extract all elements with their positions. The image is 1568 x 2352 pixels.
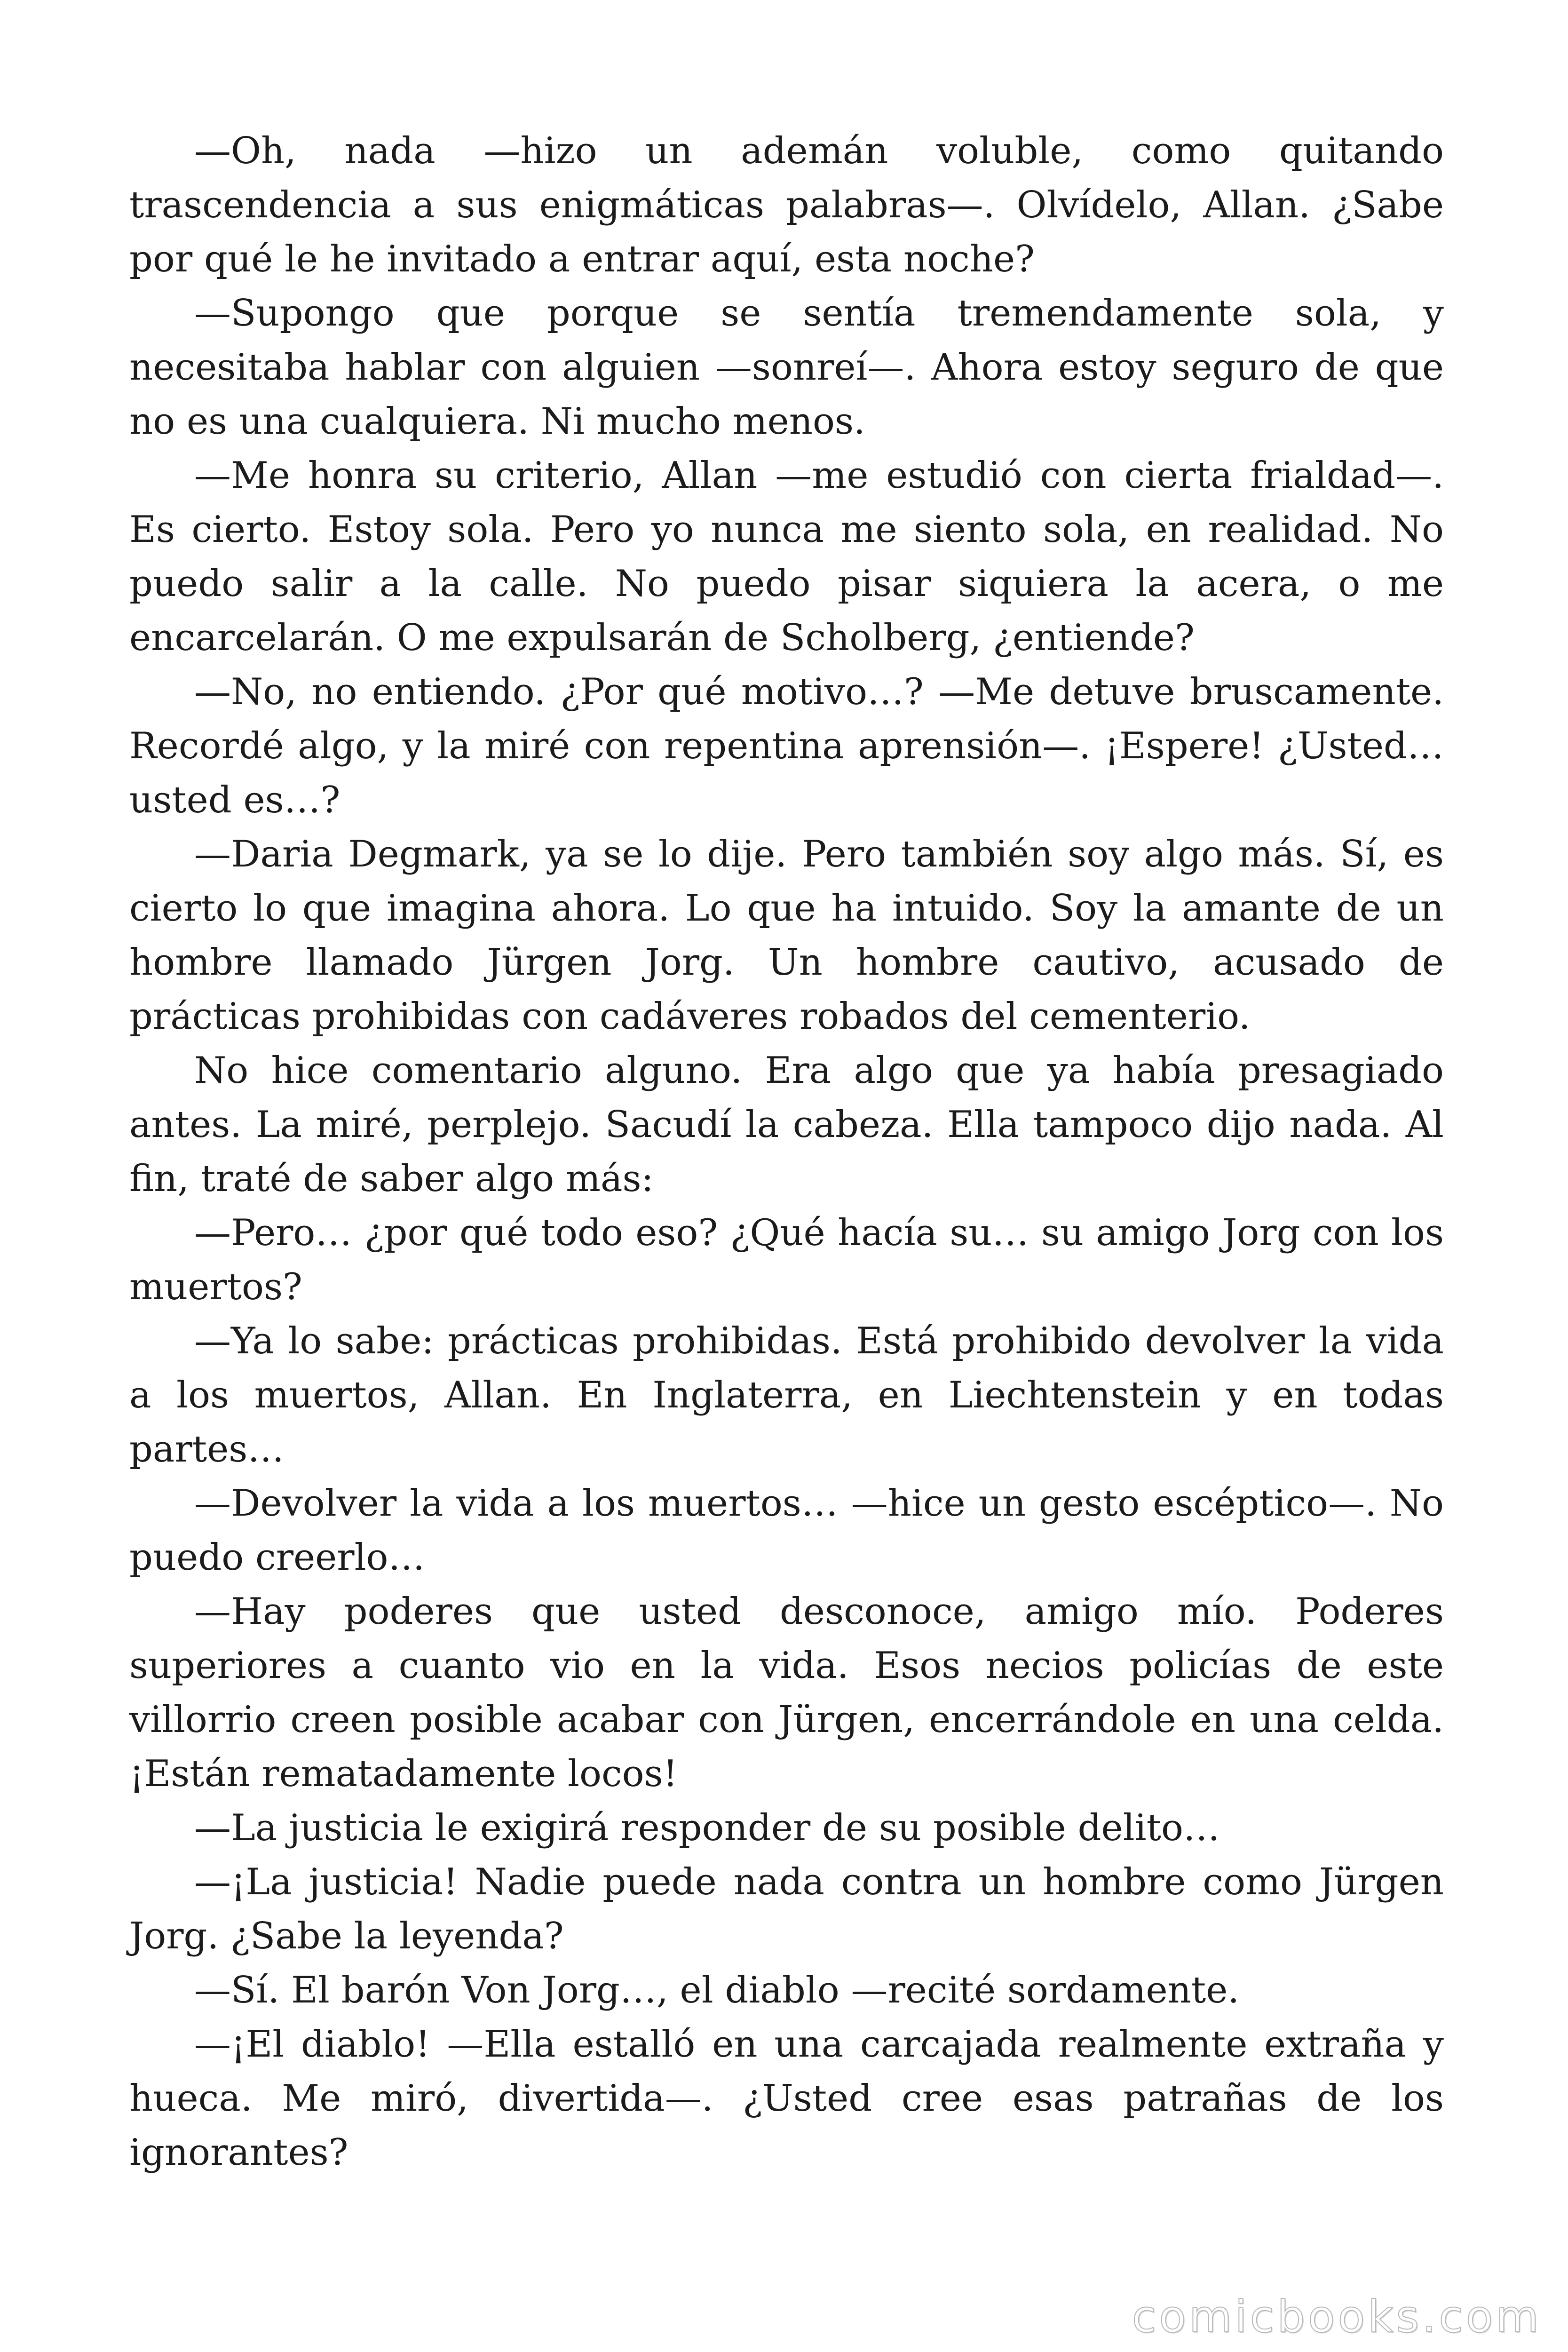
page-body-text [129, 124, 1444, 2180]
paragraph: —Sí. El barón Von Jorg…, el diablo —recité sordamente. [194, 1969, 1240, 2011]
paragraph: —Pero… ¿por qué todo eso? ¿Qué hacía su… su amigo Jorg con los muertos? [129, 1212, 1444, 1308]
paragraph: —Daria Degmark, ya se lo dije. Pero también soy algo más. Sí, es cierto lo que imagina ahora. Lo que ha intuido. Soy la amante de un hombre llamado Jürgen Jorg. Un hombre cautivo, acusado de prácticas prohibidas con cadáveres robados del cementerio. [129, 833, 1444, 1038]
paragraph: —¡La justicia! Nadie puede nada contra un hombre como Jürgen Jorg. ¿Sabe la leyenda? [129, 1861, 1444, 1957]
paragraph: —No, no entiendo. ¿Por qué motivo…? —Me detuve bruscamente. Recordé algo, y la miré con repentina aprensión—. ¡Espere! ¿Usted… usted es…? [129, 671, 1444, 821]
paragraph: —La justicia le exigirá responder de su posible delito… [194, 1807, 1220, 1849]
paragraph: —Supongo que porque se sentía tremendamente sola, y necesitaba hablar con alguien —sonreí—. Ahora estoy seguro de que no es una cualquiera. Ni mucho menos. [129, 292, 1444, 443]
watermark: comicbooks.com [1132, 2291, 1542, 2343]
paragraph: —¡El diablo! —Ella estalló en una carcajada realmente extraña y hueca. Me miró, divertida—. ¿Usted cree esas patrañas de los ignorantes? [129, 2023, 1444, 2174]
paragraph: No hice comentario alguno. Era algo que ya había presagiado antes. La miré, perplejo. Sacudí la cabeza. Ella tampoco dijo nada. Al fin, traté de saber algo más: [129, 1049, 1444, 1200]
paragraph: —Ya lo sabe: prácticas prohibidas. Está prohibido devolver la vida a los muertos, Allan. En Inglaterra, en Liechtenstein y en todas partes… [129, 1320, 1444, 1470]
paragraph: —Hay poderes que usted desconoce, amigo mío. Poderes superiores a cuanto vio en la vida. Esos necios policías de este villorrio creen posible acabar con Jürgen, encerrándole en una celda. ¡Están rematadamente locos! [129, 1590, 1444, 1795]
paragraph: —Me honra su criterio, Allan —me estudió con cierta frialdad—. Es cierto. Estoy sola. Pero yo nunca me siento sola, en realidad. No puedo salir a la calle. No puedo pisar siquiera la acera, o me encarcelarán. O me expulsarán de Scholberg, ¿entiende? [129, 454, 1444, 659]
paragraph: —Devolver la vida a los muertos… —hice un gesto escéptico—. No puedo creerlo… [129, 1482, 1444, 1579]
paragraph: —Oh, nada —hizo un ademán voluble, como quitando trascendencia a sus enigmáticas palabras—. Olvídelo, Allan. ¿Sabe por qué le he invitado a entrar aquí, esta noche? [129, 130, 1444, 280]
